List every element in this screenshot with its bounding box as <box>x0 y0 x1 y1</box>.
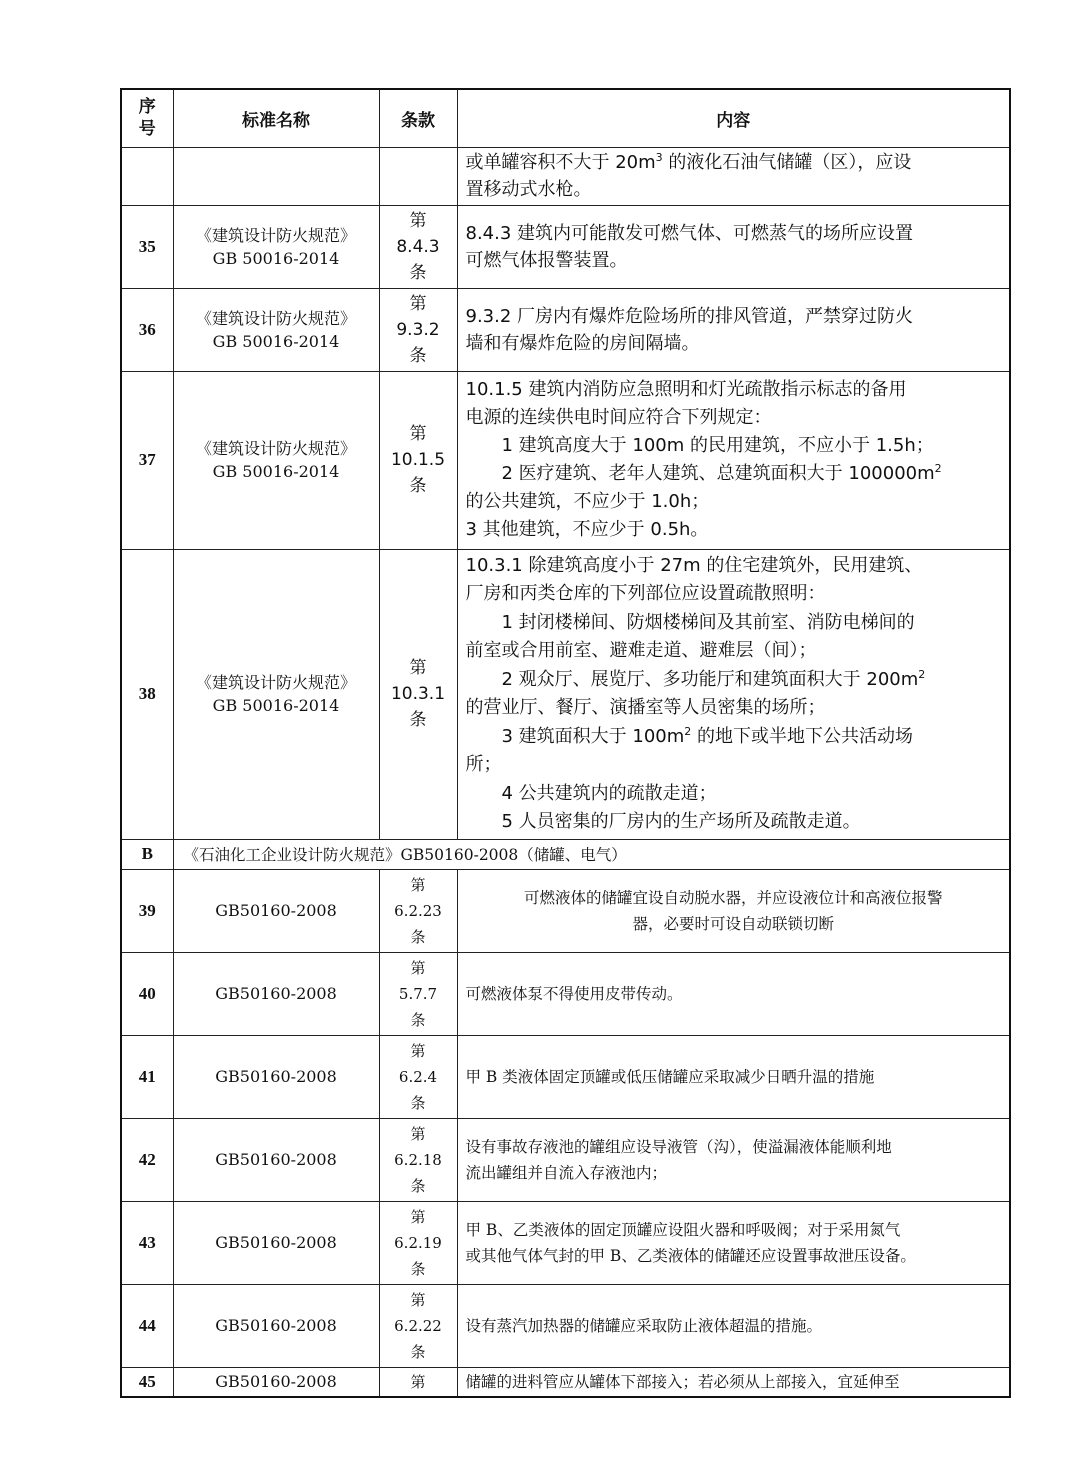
standard-title: 《建筑设计防火规范》 <box>195 225 356 245</box>
content-line: 可燃气体报警装置。 <box>465 249 628 271</box>
content-cell <box>457 869 1010 952</box>
table-row <box>121 1284 1010 1367</box>
row-number: 37 <box>121 371 173 549</box>
row-number: 45 <box>121 1367 173 1397</box>
section-title: 《石油化工企业设计防火规范》GB50160-2008（储罐、电气） <box>173 839 1010 869</box>
table-row <box>121 147 1010 205</box>
row-number: 36 <box>121 288 173 371</box>
table-row <box>121 371 1010 549</box>
clause-number <box>379 1035 457 1118</box>
standard-code: GB50160-2008 <box>173 1201 379 1284</box>
content-line: 的营业厅、餐厅、演播室等人员密集的场所； <box>465 697 826 718</box>
standard-name <box>173 288 379 371</box>
clause-line: 第 <box>409 658 427 678</box>
clause-number <box>379 288 457 371</box>
content-cell <box>457 952 1010 1035</box>
clause-line: 条 <box>409 262 427 283</box>
content-line: 电源的连续供电时间应符合下列规定： <box>465 407 772 428</box>
content-line: 10.3.1 除建筑高度小于 27m 的住宅建筑外，民用建筑、 <box>465 554 923 576</box>
clause-line: 第 <box>410 1207 426 1226</box>
clause-line: 9.3.2 <box>396 319 440 340</box>
clause-number <box>379 371 457 549</box>
table-row <box>121 549 1010 839</box>
content-line: 1 建筑高度大于 100m 的民用建筑，不应小于 1.5h； <box>501 435 934 456</box>
header-standard-name: 标准名称 <box>173 89 379 147</box>
row-number: 42 <box>121 1118 173 1201</box>
content-cell <box>457 147 1010 205</box>
clause-number <box>379 205 457 288</box>
clause-line: 第 <box>410 1124 426 1143</box>
standard-name <box>173 205 379 288</box>
content-line: 5 人员密集的厂房内的生产场所及疏散走道。 <box>501 811 861 832</box>
table-row <box>121 1201 1010 1284</box>
clause-line: 第 <box>410 1290 426 1309</box>
standard-title: 《建筑设计防火规范》 <box>195 673 356 692</box>
clause-line: 条 <box>409 710 427 730</box>
row-number: 35 <box>121 205 173 288</box>
content-cell <box>457 1201 1010 1284</box>
content-line: 所； <box>465 754 502 775</box>
content-line: 9.3.2 厂房内有爆炸危险场所的排风管道，严禁穿过防火 <box>465 305 914 327</box>
clause-number <box>379 869 457 952</box>
clause-number <box>379 549 457 839</box>
clause-line: 条 <box>409 476 427 496</box>
row-number <box>121 147 173 205</box>
content-line: 1 封闭楼梯间、防烟楼梯间及其前室、消防电梯间的 <box>501 611 915 633</box>
clause-line: 5.7.7 <box>398 984 438 1003</box>
content-cell <box>457 1284 1010 1367</box>
standard-code: GB50160-2008 <box>173 1284 379 1367</box>
content-line: 4 公共建筑内的疏散走道； <box>501 782 717 804</box>
row-number: 40 <box>121 952 173 1035</box>
header-content: 内容 <box>457 89 1010 147</box>
content-line: 墙和有爆炸危险的房间隔墙。 <box>465 332 700 354</box>
content-line: 甲 B 类液体固定顶罐或低压储罐应采取减少日晒升温的措施 <box>465 1067 875 1086</box>
content-line: 可燃液体泵不得使用皮带传动。 <box>465 984 683 1003</box>
header-seq: 序号 <box>121 89 173 147</box>
content-line: 厂房和丙类仓库的下列部位应设置疏散照明： <box>465 583 826 604</box>
content-line: 设有蒸汽加热器的储罐应采取防止液体超温的措施。 <box>465 1316 823 1335</box>
content-line: 可燃液体的储罐宜设自动脱水器，并应设液位计和高液位报警 <box>523 888 943 907</box>
clause-line: 条 <box>410 1342 426 1361</box>
standard-code: GB 50016-2014 <box>212 696 340 715</box>
clause-line: 第 <box>410 875 426 894</box>
row-number: 39 <box>121 869 173 952</box>
clause-number <box>379 1284 457 1367</box>
clause-line: 6.2.19 <box>394 1233 442 1252</box>
clause-line: 第 <box>410 1372 426 1391</box>
clause-line: 10.1.5 <box>390 450 446 470</box>
clause-number <box>379 1201 457 1284</box>
content-cell <box>457 288 1010 371</box>
clause-line: 6.2.4 <box>398 1067 438 1086</box>
clause-line: 8.4.3 <box>396 236 440 257</box>
table-row <box>121 1035 1010 1118</box>
clause-line: 6.2.23 <box>394 901 442 920</box>
regulation-table <box>120 88 1011 1398</box>
clause-number <box>379 1367 457 1397</box>
clause-line: 条 <box>410 1093 426 1112</box>
content-line: 10.1.5 建筑内消防应急照明和灯光疏散指示标志的备用 <box>465 379 907 400</box>
table-row <box>121 1118 1010 1201</box>
content-line: 设有事故存液池的罐组应设导液管（沟），使溢漏液体能顺利地 <box>465 1137 892 1156</box>
clause-number <box>379 952 457 1035</box>
standard-name <box>173 371 379 549</box>
content-line: 前室或合用前室、避难走道、避难层（间）； <box>465 640 817 661</box>
clause-line: 第 <box>409 424 427 444</box>
clause-line: 第 <box>409 293 427 314</box>
header-row <box>121 89 1010 147</box>
content-cell <box>457 1367 1010 1397</box>
table-row <box>121 952 1010 1035</box>
clause-line: 6.2.22 <box>394 1316 442 1335</box>
clause-line: 条 <box>410 1010 426 1029</box>
content-line: 3 其他建筑，不应少于 0.5h。 <box>465 519 709 540</box>
content-line: 或单罐容积不大于 $20m^3$ 的液化石油气储罐（区），应设 <box>465 151 912 173</box>
clause-line: 第 <box>410 958 426 977</box>
clause-line: 条 <box>410 1259 426 1278</box>
content-cell <box>457 1035 1010 1118</box>
standard-code: GB50160-2008 <box>173 1035 379 1118</box>
standard-code: GB50160-2008 <box>173 869 379 952</box>
content-cell <box>457 371 1010 549</box>
clause-number <box>379 147 457 205</box>
clause-line: 第 <box>409 210 427 231</box>
content-line: 置移动式水枪。 <box>465 179 592 200</box>
content-line: 8.4.3 建筑内可能散发可燃气体、可燃蒸气的场所应设置 <box>465 222 914 244</box>
standard-title: 《建筑设计防火规范》 <box>195 308 356 328</box>
standard-code: GB 50016-2014 <box>212 331 340 351</box>
header-clause: 条款 <box>379 89 457 147</box>
content-cell <box>457 1118 1010 1201</box>
content-line: 器，必要时可设自动联锁切断 <box>632 914 834 933</box>
content-cell <box>457 549 1010 839</box>
clause-line: 条 <box>409 345 427 366</box>
standard-code: GB50160-2008 <box>173 952 379 1035</box>
content-line: 的公共建筑，不应少于 1.0h； <box>465 491 710 512</box>
clause-line: 条 <box>410 927 426 946</box>
row-number: 38 <box>121 549 173 839</box>
section-row <box>121 839 1010 869</box>
content-line: 储罐的进料管应从罐体下部接入；若必须从上部接入，宜延伸至 <box>465 1372 900 1391</box>
standard-code: GB 50016-2014 <box>212 248 340 268</box>
clause-line: 6.2.18 <box>394 1150 442 1169</box>
standard-name <box>173 549 379 839</box>
standard-code: GB50160-2008 <box>173 1367 379 1397</box>
table-row <box>121 205 1010 288</box>
row-number: 44 <box>121 1284 173 1367</box>
clause-line: 10.3.1 <box>390 684 446 704</box>
standard-code: GB50160-2008 <box>173 1118 379 1201</box>
content-line: 2 观众厅、展览厅、多功能厅和建筑面积大于 $200m^2$ <box>501 667 926 690</box>
table-row <box>121 1367 1010 1397</box>
row-number: 43 <box>121 1201 173 1284</box>
content-line: 2 医疗建筑、老年人建筑、总建筑面积大于 $100000m^2$ <box>501 462 942 484</box>
table-row <box>121 288 1010 371</box>
standard-name <box>173 147 379 205</box>
content-cell <box>457 205 1010 288</box>
standard-code: GB 50016-2014 <box>212 462 340 481</box>
content-line: 或其他气体气封的甲 B、乙类液体的储罐还应设置事故泄压设备。 <box>465 1246 916 1265</box>
clause-line: 条 <box>410 1176 426 1195</box>
content-line: 甲 B、乙类液体的固定顶罐应设阻火器和呼吸阀；对于采用氮气 <box>465 1220 901 1239</box>
standard-title: 《建筑设计防火规范》 <box>195 439 356 458</box>
section-label: B <box>121 839 173 869</box>
clause-number <box>379 1118 457 1201</box>
row-number: 41 <box>121 1035 173 1118</box>
table-row <box>121 869 1010 952</box>
content-line: 3 建筑面积大于 $100m^2$ 的地下或半地下公共活动场 <box>501 724 914 747</box>
clause-line: 第 <box>410 1041 426 1060</box>
content-line: 流出罐组并自流入存液池内； <box>465 1163 668 1182</box>
